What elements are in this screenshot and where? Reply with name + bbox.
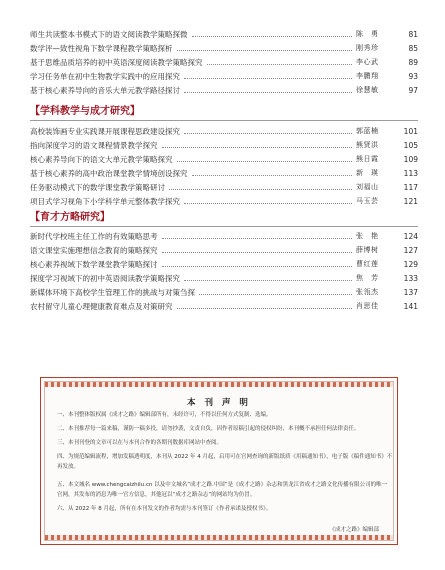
statement-line: 二、本刊推荐每一篇来稿，谨防一稿多投，请勿抄袭，文责自负，因作者原稿引起的侵权纠纷，本刊概不承担任何法律责任。 [57,426,360,432]
toc-entry-title: 语文课堂实施理想信念教育的策略探究 [30,246,158,255]
statement-line: 一、本刊整体版权属《成才之路》编辑部所有，未经许可，不得以任何方式复制、选编。 [57,412,272,418]
toc-entry-author: 张瓴杰 [356,288,379,296]
statement-line: 四、为规范编辑流程，增加发稿透明度，本刊从 2022 年 4 月起，启用可在官网查询的新版纸质《用稿通知书》，电子版《稿件通知书》不 [57,454,393,460]
toc-entry[interactable] [30,55,418,70]
toc-entry-page: 133 [403,274,418,283]
statement-signature: 《成才之路》编辑部 [329,527,379,533]
leader-dots [169,189,352,190]
leader-dots [184,92,352,93]
toc-entry-title: 基于思维品质培养的初中英语深度阅读教学策略探究 [30,58,203,67]
toc-entry-title: 任务驱动模式下的数学课堂教学策略研讨 [30,183,165,192]
toc-entry-author: 李心武 [356,58,379,66]
toc-entry[interactable] [30,138,418,153]
toc-entry-author: 李鹏翔 [356,72,379,80]
toc-entry[interactable] [30,299,418,314]
leader-dots [177,308,352,309]
toc-entry-author: 曹红莲 [356,260,379,268]
toc-entry[interactable] [30,27,418,42]
toc-entry-page: 121 [403,197,418,206]
toc-entry-page: 89 [408,58,418,67]
leader-dots [162,147,352,148]
statement-line: 三、本刊刊登的文章可以在与本刊合作的各期刊数据库网站中查阅。 [57,440,223,446]
toc-entry-page: 113 [403,169,418,178]
toc-entry-title: 农村留守儿童心理健康教育难点及对策研究 [30,302,173,311]
leader-dots [184,203,352,204]
toc-entry[interactable] [30,124,418,139]
toc-entry-title: 指向深度学习的语文课程情景教学探究 [30,141,158,150]
toc-entry[interactable] [30,180,418,195]
toc-entry-author: 薛博树 [356,246,379,254]
toc-entry-author: 徐慧敏 [356,86,379,94]
leader-dots [162,266,352,267]
toc-entry-author: 焦 芳 [356,274,379,282]
leader-dots [177,50,352,51]
leader-dots [184,280,352,281]
toc-entry-page: 97 [408,86,418,95]
toc-entry-title: 新时代学校班主任工作的有效策略思考 [30,232,158,241]
toc-entry[interactable] [30,83,418,98]
toc-entry-title: 基于核心素养导向的音乐大单元教学路径探讨 [30,86,180,95]
section-divider [30,120,418,121]
toc-entry[interactable] [30,194,418,209]
toc-entry-title: 师生共读整本书模式下的语文阅读教学策略探微 [30,30,188,39]
section-heading-subject-teaching: 【学科教学与成才研究】 [30,106,140,117]
toc-entry-page: 93 [408,72,418,81]
section-divider [30,226,418,227]
toc-entry[interactable] [30,257,418,272]
toc-entry-author: 刚秀珍 [356,44,379,52]
toc-entry-author: 张 艳 [356,232,379,240]
statement-line: 再发放。 [57,464,80,470]
toc-entry-page: 137 [403,288,418,297]
statement-line: 官网，其发布的消息为唯一官方信息，其他冠以“成才之路杂志”的网站均为仿冒。 [57,492,256,498]
toc-entry-author: 郭蓝楠 [356,127,379,135]
toc-entry-title: 新媒体环境下高校学生管理工作的挑战与对策刍探 [30,288,195,297]
leader-dots [184,78,352,79]
section-heading-talent-strategy: 【育才方略研究】 [30,212,110,223]
leader-dots [162,252,352,253]
toc-entry-author: 熊贤洪 [356,141,379,149]
toc-entry-title: 基于核心素养的高中政治课堂教学情境创设探究 [30,169,188,178]
toc-entry-author: 马玉芸 [356,197,379,205]
toc-entry[interactable] [30,41,418,56]
toc-entry-title: 高校装饰画专业实践课开展课程思政建设探究 [30,127,180,136]
statement-line: 五、本文城名 www.chengcaizhilu.cn 以及中文城名“成才之路.中国”是《成才之路》杂志和黑龙江省成才之路文化传播有限公司的唯一 [57,482,388,488]
toc-entry-page: 117 [403,183,418,192]
toc-entry-title: 学习任务单在初中生物教学实践中的应用探究 [30,72,180,81]
toc-entry[interactable] [30,229,418,244]
toc-entry-page: 141 [403,302,418,311]
toc-entry-title: 探度学习视域下的初中英语阅读教学策略探究 [30,274,180,283]
toc-entry-page: 127 [403,246,418,255]
journal-statement-box [40,377,398,545]
toc-entry-title: 数学评—致性视角下数学课程教学策略探析 [30,44,173,53]
toc-entry[interactable] [30,166,418,181]
leader-dots [207,64,352,65]
toc-entry[interactable] [30,152,418,167]
leader-dots [199,294,352,295]
statement-title: 本 刊 声 明 [187,398,251,408]
toc-entry-page: 81 [408,30,418,39]
toc-entry-page: 109 [403,155,418,164]
statement-border [44,381,394,541]
toc-entry-page: 129 [403,260,418,269]
toc-entry-title: 核心素养导向下的语文大单元教学策略探究 [30,155,173,164]
toc-entry-page: 124 [403,232,418,241]
leader-dots [192,36,352,37]
toc-entry-title: 项目式学习视角下小学科学单元整体教学探究 [30,197,180,206]
toc-entry-page: 101 [403,127,418,136]
toc-entry-author: 新 瑛 [356,169,379,177]
leader-dots [177,161,352,162]
toc-entry[interactable] [30,285,418,300]
leader-dots [184,133,352,134]
toc-entry-author: 熊日霞 [356,155,379,163]
toc-entry-author: 陈 勇 [356,30,379,38]
toc-entry[interactable] [30,69,418,84]
toc-entry[interactable] [30,271,418,286]
leader-dots [162,238,352,239]
statement-line: 六、从 2022 年 8 月起，所有在本刊发文的作者均需与本刊签订《作者承诺及授权书》。 [57,506,272,512]
toc-entry-author: 肖思佳 [356,302,379,310]
toc-entry-page: 105 [403,141,418,150]
leader-dots [192,175,352,176]
toc-entry-page: 85 [408,44,418,53]
toc-entry-title: 核心素养视域下数学课堂教学策略探讨 [30,260,158,269]
toc-entry-author: 刘福山 [356,183,379,191]
toc-entry[interactable] [30,243,418,258]
